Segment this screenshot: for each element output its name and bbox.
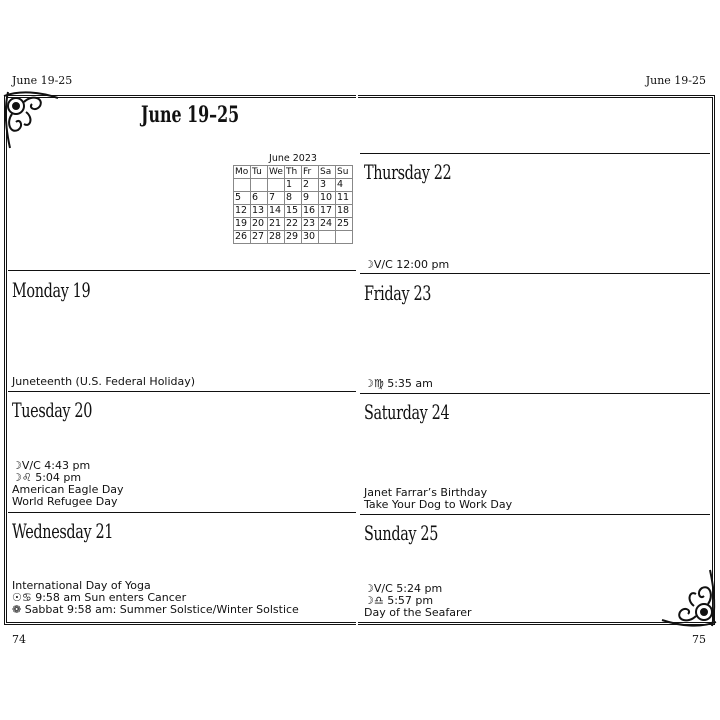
calendar-day-cell: 24	[319, 218, 336, 231]
calendar-day-cell: 28	[268, 231, 285, 244]
weekday-header: We	[269, 167, 283, 177]
calendar-day-cell	[234, 179, 251, 192]
day-note: American Eagle Day	[12, 483, 124, 496]
running-header-left: June 19-25	[12, 74, 73, 87]
day-note: ☽♌ 5:04 pm	[12, 471, 82, 484]
calendar-day-cell: 20	[251, 218, 268, 231]
calendar-day-cell: 2	[302, 179, 319, 192]
calendar-day-cell: 22	[285, 218, 302, 231]
calendar-day-cell: 12	[234, 205, 251, 218]
weekday-header: Su	[336, 166, 353, 179]
day-note: Day of the Seafarer	[364, 606, 472, 619]
calendar-day-cell: 21	[268, 218, 285, 231]
calendar-day-cell	[268, 179, 285, 192]
calendar-day-cell: 9	[302, 192, 319, 205]
day-title-wednesday: Wednesday 21	[12, 519, 114, 543]
calendar-day-cell: 17	[319, 205, 336, 218]
calendar-day-cell: 26	[234, 231, 251, 244]
calendar-day-cell: 19	[234, 218, 251, 231]
calendar-day-cell: 13	[251, 205, 268, 218]
weekday-header: Th	[285, 166, 302, 179]
day-note: ☽♎ 5:57 pm	[364, 594, 434, 607]
calendar-day-cell: 14	[268, 205, 285, 218]
calendar-day-cell: 7	[268, 192, 285, 205]
divider-saturday	[360, 393, 710, 394]
day-note: International Day of Yoga	[12, 579, 151, 592]
day-title-monday: Monday 19	[12, 278, 91, 302]
day-note: Juneteenth (U.S. Federal Holiday)	[12, 375, 196, 388]
running-header-right: June 19-25	[645, 74, 706, 87]
calendar-day-cell: 15	[285, 205, 302, 218]
day-note: ☽♍ 5:35 am	[364, 377, 433, 390]
calendar-day-cell: 29	[285, 231, 302, 244]
day-note: ☽V/C 12:00 pm	[364, 258, 450, 271]
weekday-header: Fr	[302, 166, 319, 179]
divider-monday	[8, 270, 356, 271]
day-note: World Refugee Day	[12, 495, 118, 508]
calendar-day-cell	[251, 179, 268, 192]
calendar-day-cell: 10	[319, 192, 336, 205]
mini-calendar-title: June 2023	[269, 153, 317, 164]
page-number-left: 74	[12, 633, 26, 646]
day-title-thursday: Thursday 22	[364, 160, 452, 184]
calendar-day-cell: 25	[336, 218, 353, 231]
calendar-day-cell: 30	[302, 231, 319, 244]
calendar-day-cell	[319, 231, 336, 244]
calendar-day-cell: 23	[302, 218, 319, 231]
weekday-header: Sa	[319, 166, 336, 179]
divider-tuesday	[8, 391, 356, 392]
day-note: ❁ Sabbat 9:58 am: Summer Solstice/Winter Solstice	[12, 603, 299, 616]
calendar-day-cell: 6	[251, 192, 268, 205]
calendar-day-cell: 8	[285, 192, 302, 205]
mini-calendar-grid	[233, 165, 353, 244]
day-note: Janet Farrar’s Birthday	[364, 486, 488, 499]
calendar-day-cell: 5	[234, 192, 251, 205]
corner-ornament-bottom-right	[660, 568, 720, 630]
weekday-header: Mo	[234, 166, 251, 179]
day-title-sunday: Sunday 25	[364, 521, 439, 545]
week-title: June 19–25	[141, 102, 240, 128]
day-note: Take Your Dog to Work Day	[364, 498, 513, 511]
calendar-day-cell: 18	[336, 205, 353, 218]
corner-ornament-top-left	[0, 88, 60, 150]
calendar-day-cell: 16	[302, 205, 319, 218]
calendar-day-cell: 27	[251, 231, 268, 244]
divider-wednesday	[8, 512, 356, 513]
day-title-tuesday: Tuesday 20	[12, 398, 93, 422]
mini-calendar	[233, 153, 353, 244]
divider-thursday	[360, 153, 710, 154]
day-title-friday: Friday 23	[364, 281, 432, 305]
calendar-day-cell: 3	[319, 179, 336, 192]
divider-friday	[360, 273, 710, 274]
day-note: ☽V/C 5:24 pm	[364, 582, 443, 595]
calendar-day-cell	[336, 231, 353, 244]
divider-sunday	[360, 514, 710, 515]
calendar-day-cell: 11	[336, 192, 353, 205]
day-note: ☽V/C 4:43 pm	[12, 459, 91, 472]
day-title-saturday: Saturday 24	[364, 400, 450, 424]
calendar-day-cell: 1	[285, 179, 302, 192]
page-number-right: 75	[692, 633, 706, 646]
weekday-header: Tu	[251, 166, 268, 179]
calendar-day-cell: 4	[336, 179, 353, 192]
day-note: ☉♋ 9:58 am Sun enters Cancer	[12, 591, 187, 604]
